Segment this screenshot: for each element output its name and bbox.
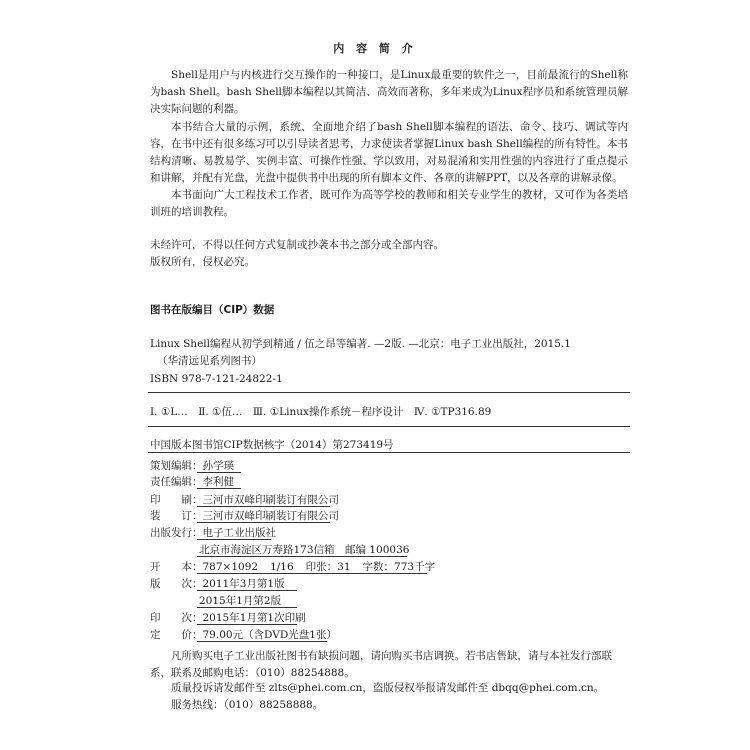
edition-first: 2011年3月第1版 (202, 578, 285, 590)
price-value: 79.00元（含DVD光盘1张） (202, 629, 337, 641)
underline (197, 590, 297, 591)
publisher-value: 电子工业出版社 (202, 527, 276, 539)
format-value: 787×1092 (202, 561, 259, 573)
divider (148, 452, 630, 453)
footer-service-hotline: 服务热线：（010）88258888。 (171, 699, 324, 711)
responsible-editor-value: 李利健 (202, 476, 234, 488)
copyright-notice: 未经许可，不得以任何方式复制或抄袭本书之部分或全部内容。 (150, 239, 444, 251)
printing-label: 印 刷： (150, 494, 203, 506)
responsible-editor-label: 责任编辑： (150, 476, 203, 488)
word-count: 字数：773千字 (362, 561, 436, 573)
format-fold: 1/16 (270, 561, 294, 573)
binding-label: 装 订： (150, 510, 203, 522)
footer-complaint-notice: 质量投诉请发邮件至 zlts@phei.com.cn，盗版侵权举报请发邮件至 dbqq@phei.com.cn。 (171, 682, 605, 694)
cip-bibliographic-line: Linux Shell编程从初学到精通 / 伍之昂等编著. —2版. —北京：电子工业出版社，2015.1 (150, 338, 571, 350)
underline (197, 556, 407, 557)
cip-heading: 图书在版编目（CIP）数据 (150, 304, 275, 316)
divider (148, 426, 630, 427)
underline (197, 488, 241, 489)
impression-label: 印 次： (150, 612, 203, 624)
cip-series-line: （华清远见系列图书） (157, 355, 262, 367)
divider (148, 392, 630, 393)
underline (197, 573, 427, 574)
printing-value: 三河市双峰印刷装订有限公司 (202, 494, 339, 506)
publisher-label: 出版发行： (150, 527, 203, 539)
rights-reserved-notice: 版权所有，侵权必究。 (150, 256, 255, 268)
footer-exchange-notice: 凡所购买电子工业出版社图书有缺损问题，请向购买书店调换。若书店售缺，请与本社发行部联系，联系及邮购电话：（010）88254888。 (150, 650, 612, 679)
intro-paragraph-3: 本书面向广大工程技术工作者，既可作为高等学校的教师和相关专业学生的教材，又可作为各类培训班的培训教程。 (150, 189, 628, 218)
cip-record-number: 中国版本图书馆CIP数据核字（2014）第273419号 (150, 439, 394, 451)
intro-paragraph-2: 本书结合大量的示例，系统、全面地介绍了bash Shell脚本编程的语法、命令、技巧、调试等内容，在书中还有很多练习可以引导读者思考，力求使读者掌握Linux bash Shell编程的所有特性。本书结构清晰、易教易学、实例丰富、可操作性强、学以致用，对易混淆和实用性强的内容进行了重点提示和讲解，并配有光盘，光盘中提供书中出现的所有脚本文件、各章的讲解PPT，以及各章的讲解录像。 (150, 121, 628, 184)
underline (197, 472, 241, 473)
binding-value: 三河市双峰印刷装订有限公司 (202, 510, 339, 522)
price-label: 定 价： (150, 629, 203, 641)
cip-isbn: ISBN 978-7-121-24822-1 (150, 373, 283, 385)
planning-editor-label: 策划编辑： (150, 460, 203, 472)
underline (197, 624, 297, 625)
underline (197, 522, 330, 523)
underline (197, 539, 271, 540)
underline (197, 607, 297, 608)
edition-label: 版 次： (150, 578, 203, 590)
edition-second: 2015年1月第2版 (199, 595, 282, 607)
underline (197, 641, 327, 642)
planning-editor-value: 孙学瑛 (202, 460, 234, 472)
printed-sheets: 印张：31 (305, 561, 351, 573)
intro-paragraph-1: Shell是用户与内核进行交互操作的一种接口，是Linux最重要的软件之一，目前最流行的Shell称为bash Shell。bash Shell脚本编程以其简洁、高效而著称，多年来成为Linux程序员和系统管理员解决实际问题的利器。 (150, 69, 628, 115)
underline (197, 506, 330, 507)
cip-classification: Ⅰ. ①L… Ⅱ. ①伍… Ⅲ. ①Linux操作系统－程序设计 Ⅳ. ①TP316.89 (150, 406, 492, 418)
impression-value: 2015年1月第1次印刷 (202, 612, 306, 624)
format-label: 开 本： (150, 561, 203, 573)
publisher-address: 北京市海淀区万寿路173信箱 邮编 100036 (199, 544, 410, 556)
page-title: 内 容 简 介 (333, 42, 417, 55)
